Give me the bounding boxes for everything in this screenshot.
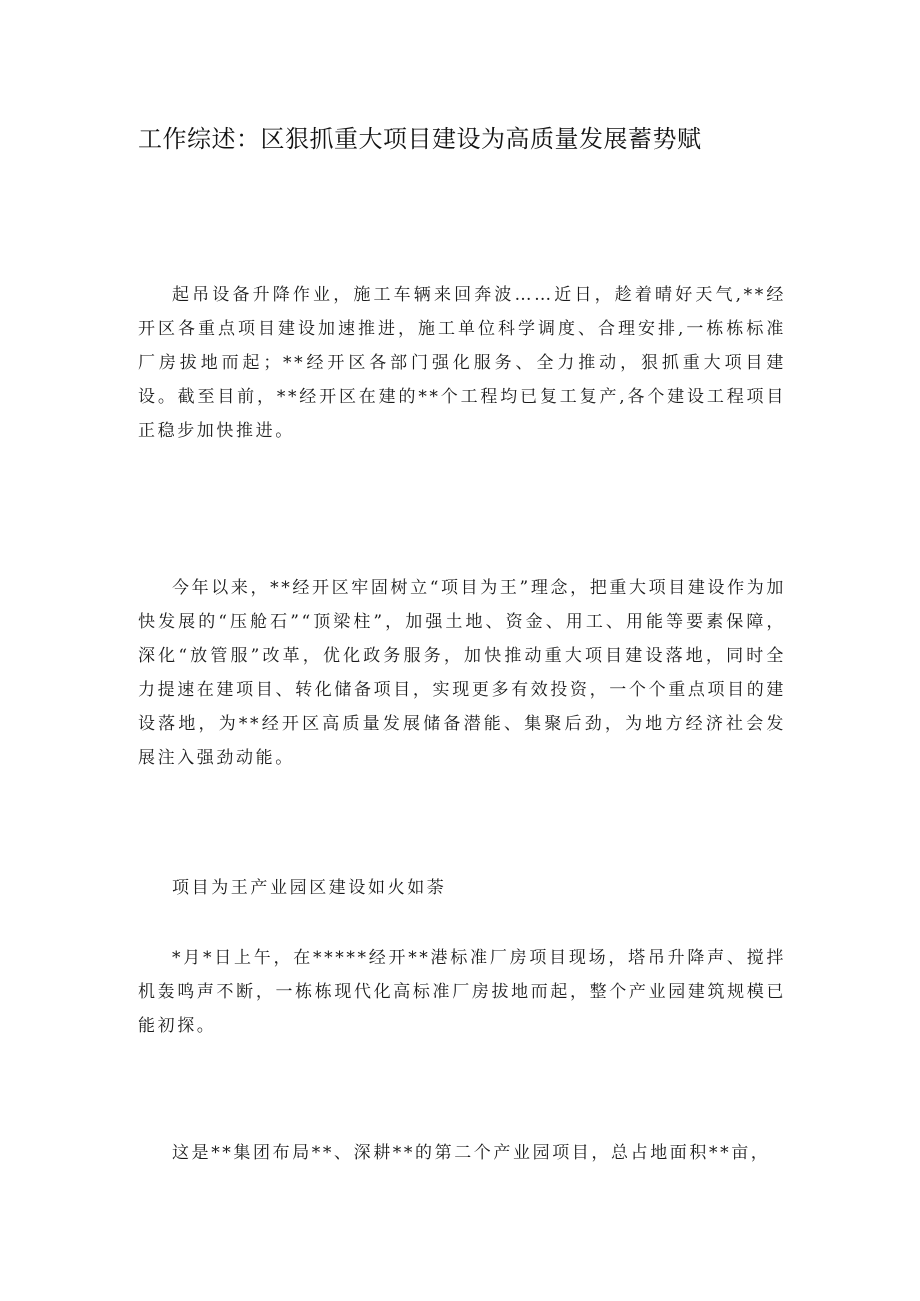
paragraph-1: 起吊设备升降作业，施工车辆来回奔波……近日，趁着晴好天气,**经开区各重点项目建设加速推进，施工单位科学调度、合理安排,一栋栋标准厂房拔地而起；**经开区各部门强化服务、全力推动，狠抓重大项目建设。截至目前，**经开区在建的**个工程均已复工复产,各个建设工程项目正稳步加快推进。: [138, 285, 786, 441]
paragraph-3: *月*日上午，在*****经开**港标准厂房项目现场，塔吊升降声、搅拌机轰鸣声不断，一栋栋现代化高标准厂房拔地而起，整个产业园建筑规模已能初探。: [138, 948, 786, 1036]
paragraph-4: 这是**集团布局**、深耕**的第二个产业园项目，总占地面积**亩，: [172, 1143, 771, 1163]
document-title: 工作综述：区狠抓重大项目建设为高质量发展蓄势赋: [138, 125, 702, 153]
section-heading: 项目为王产业园区建设如火如荼: [172, 878, 447, 898]
paragraph-2: 今年以来，**经开区牢固树立“项目为王”理念，把重大项目建设作为加快发展的“压舱石”“顶梁柱”，加强土地、资金、用工、用能等要素保障，深化“放管服”改革，优化政务服务，加快推动重大项目建设落地，同时全力提速在建项目、转化储备项目，实现更多有效投资，一个个重点项目的建设落地，为**经开区高质量发展储备潜能、集聚后劲，为地方经济社会发展注入强劲动能。: [138, 578, 786, 768]
